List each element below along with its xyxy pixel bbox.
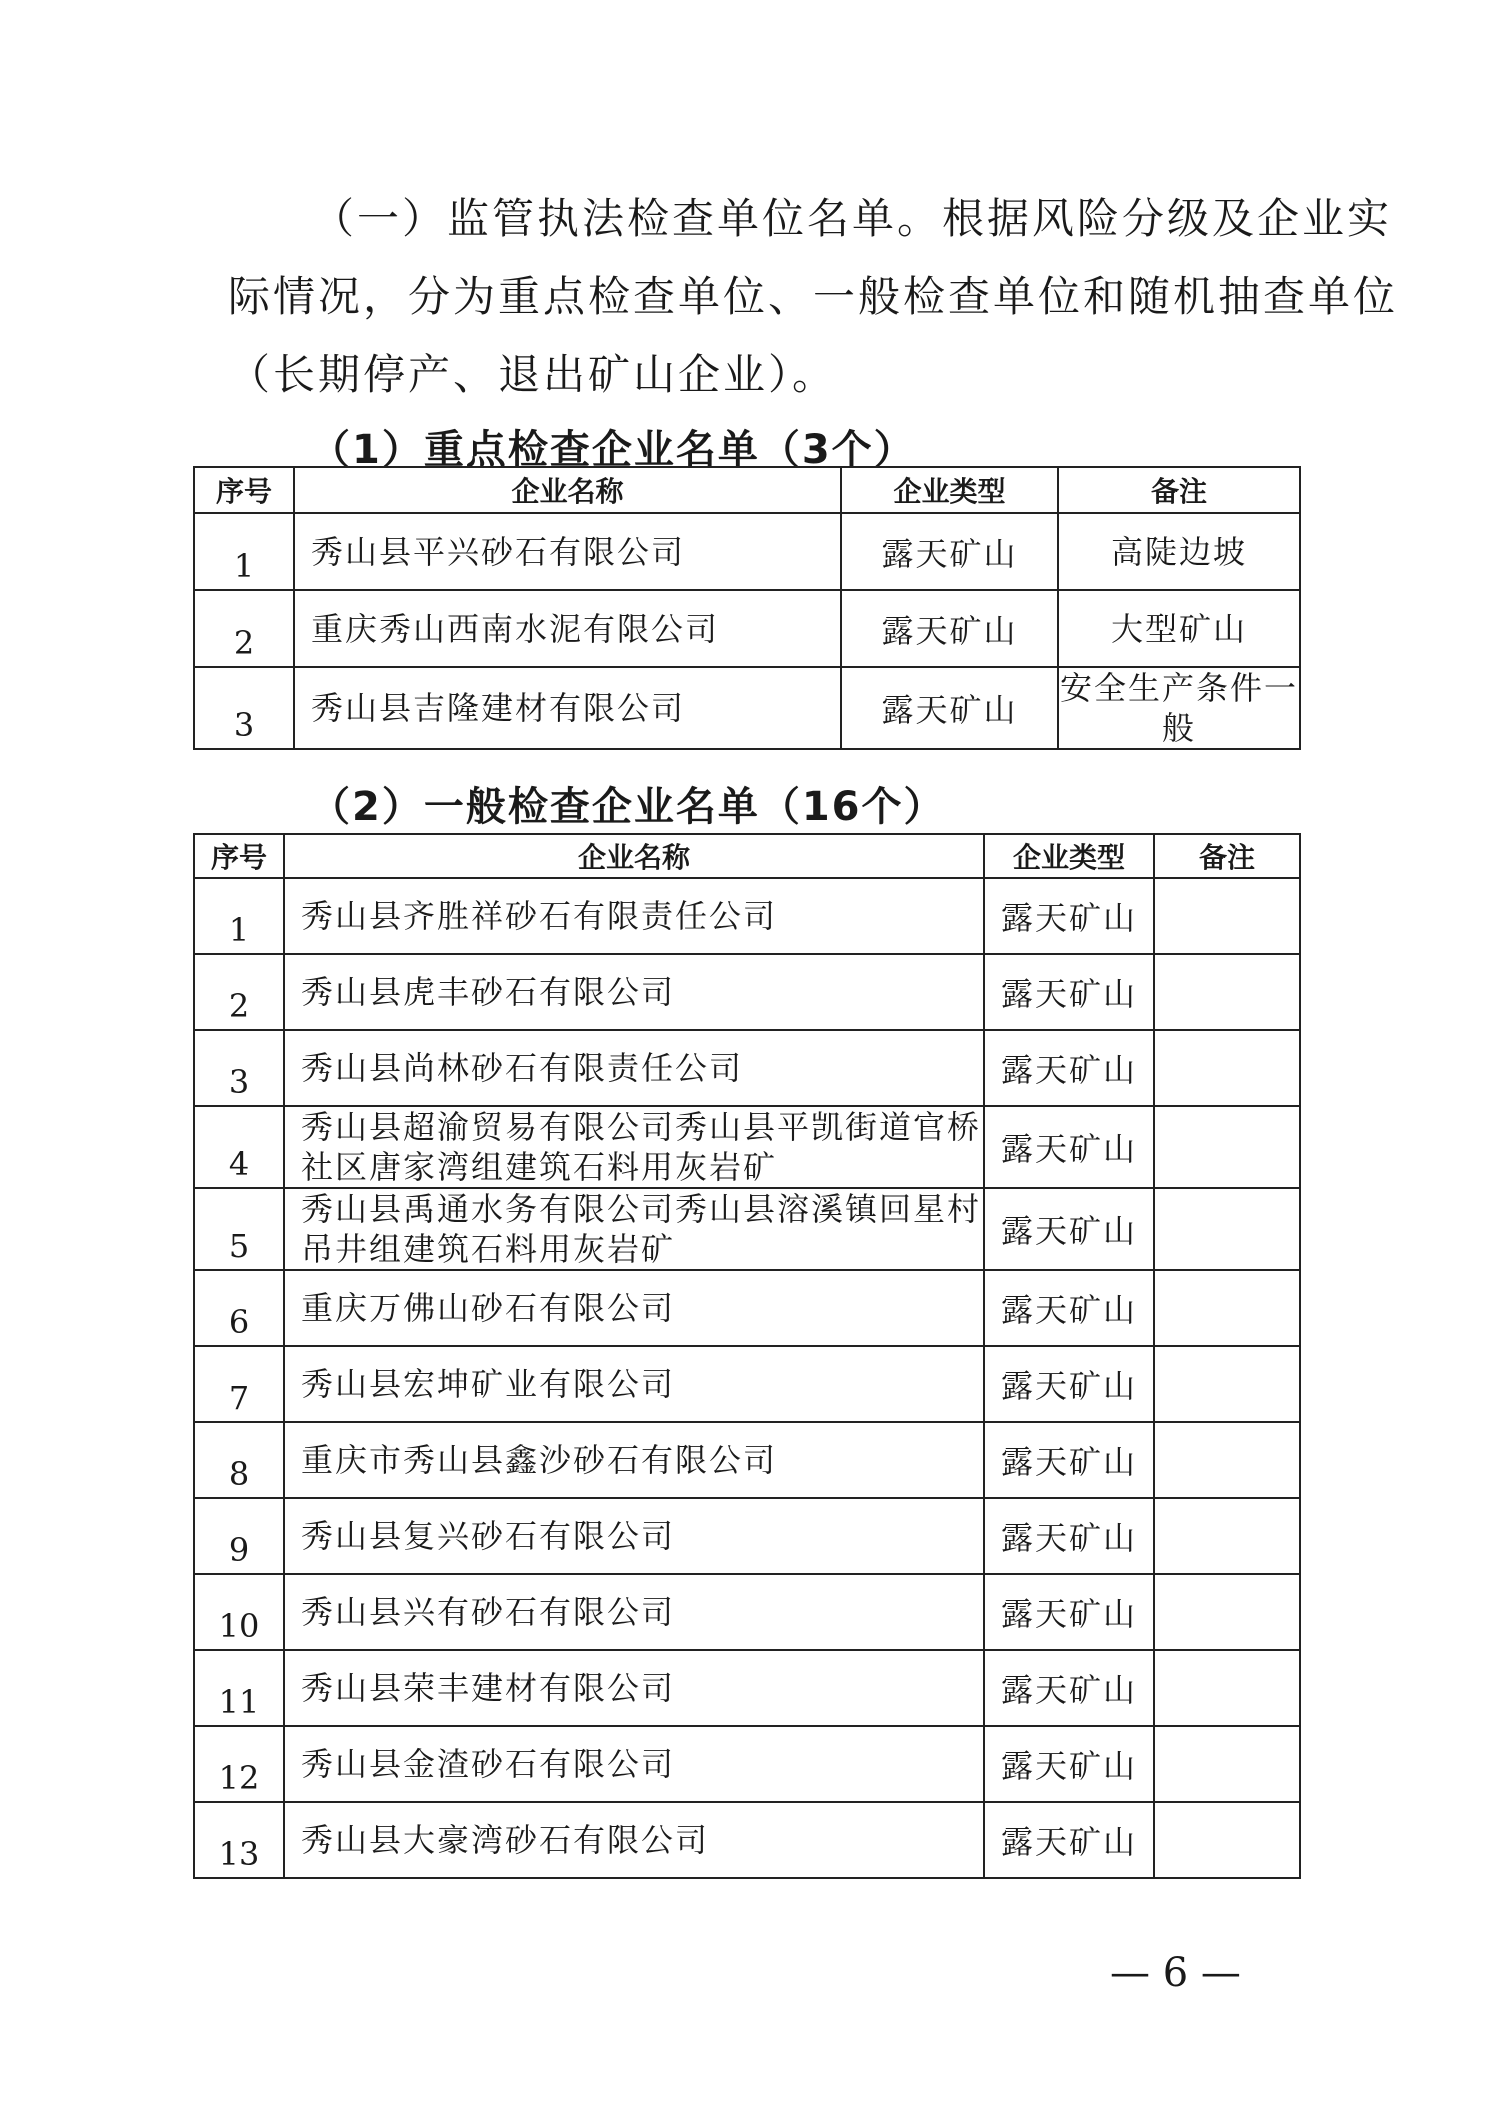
row-number: 4	[194, 1106, 284, 1188]
general-inspection-table	[193, 833, 1301, 1879]
row-number: 12	[194, 1726, 284, 1802]
company-name: 秀山县宏坤矿业有限公司	[284, 1346, 984, 1422]
company-type: 露天矿山	[984, 1422, 1154, 1498]
row-number: 9	[194, 1498, 284, 1574]
table-row	[194, 1498, 1300, 1574]
col-header-note: 备注	[1154, 834, 1300, 878]
company-name: 秀山县虎丰砂石有限公司	[284, 954, 984, 1030]
company-name: 重庆市秀山县鑫沙砂石有限公司	[284, 1422, 984, 1498]
row-note	[1154, 1188, 1300, 1270]
company-name: 重庆万佛山砂石有限公司	[284, 1270, 984, 1346]
row-note: 安全生产条件一般	[1059, 669, 1298, 747]
table-row	[194, 513, 1300, 590]
table-row	[194, 1030, 1300, 1106]
key-inspection-table	[193, 466, 1301, 750]
row-note	[1154, 1106, 1300, 1188]
row-note	[1154, 1650, 1300, 1726]
row-note	[1154, 1498, 1300, 1574]
row-number: 7	[194, 1346, 284, 1422]
company-name: 秀山县尚林砂石有限责任公司	[284, 1030, 984, 1106]
company-name: 秀山县金渣砂石有限公司	[284, 1726, 984, 1802]
row-note	[1154, 1270, 1300, 1346]
row-number: 1	[194, 513, 294, 590]
company-type: 露天矿山	[984, 1030, 1154, 1106]
section2-title: （2）一般检查企业名单（16个）	[310, 784, 946, 830]
company-name: 秀山县复兴砂石有限公司	[284, 1498, 984, 1574]
intro-line-2: 际情况，分为重点检查单位、一般检查单位和随机抽查单位	[228, 272, 1399, 321]
company-type: 露天矿山	[984, 1498, 1154, 1574]
company-type: 露天矿山	[984, 1574, 1154, 1650]
table-row	[194, 1422, 1300, 1498]
row-number: 1	[194, 878, 284, 954]
company-type: 露天矿山	[984, 954, 1154, 1030]
col-header-name: 企业名称	[284, 834, 984, 878]
intro-line-1: （一）监管执法检查单位名单。根据风险分级及企业实	[312, 194, 1393, 243]
table-row	[194, 1574, 1300, 1650]
row-number: 6	[194, 1270, 284, 1346]
col-header-note: 备注	[1058, 467, 1300, 513]
row-number: 2	[194, 590, 294, 667]
company-name: 秀山县平兴砂石有限公司	[294, 513, 841, 590]
row-note	[1154, 1574, 1300, 1650]
company-name: 秀山县禹通水务有限公司秀山县溶溪镇回星村吊井组建筑石料用灰岩矿	[284, 1188, 984, 1270]
row-number: 3	[194, 667, 294, 749]
col-header-name: 企业名称	[294, 467, 841, 513]
company-type: 露天矿山	[841, 667, 1058, 749]
row-note	[1154, 1422, 1300, 1498]
row-note	[1154, 1030, 1300, 1106]
row-note: 大型矿山	[1058, 590, 1300, 667]
company-name: 秀山县超渝贸易有限公司秀山县平凯街道官桥社区唐家湾组建筑石料用灰岩矿	[284, 1106, 984, 1188]
company-name: 秀山县吉隆建材有限公司	[294, 667, 841, 749]
table-header-row	[194, 834, 1300, 878]
company-type: 露天矿山	[984, 1106, 1154, 1188]
company-type: 露天矿山	[841, 590, 1058, 667]
company-name: 秀山县荣丰建材有限公司	[284, 1650, 984, 1726]
table-row	[194, 1726, 1300, 1802]
page-number: — 6 —	[1110, 1950, 1241, 1996]
row-note	[1154, 878, 1300, 954]
row-note	[1154, 1346, 1300, 1422]
row-number: 10	[194, 1574, 284, 1650]
company-name: 秀山县兴有砂石有限公司	[284, 1574, 984, 1650]
row-number: 2	[194, 954, 284, 1030]
company-type: 露天矿山	[841, 513, 1058, 590]
row-note	[1154, 954, 1300, 1030]
company-type: 露天矿山	[984, 1188, 1154, 1270]
table-row	[194, 954, 1300, 1030]
row-number: 5	[194, 1188, 284, 1270]
company-name: 秀山县大豪湾砂石有限公司	[284, 1802, 984, 1878]
row-note	[1154, 1726, 1300, 1802]
table-row	[194, 1188, 1300, 1270]
row-number: 11	[194, 1650, 284, 1726]
table-row	[194, 667, 1300, 749]
row-number: 13	[194, 1802, 284, 1878]
company-type: 露天矿山	[984, 1270, 1154, 1346]
table-row	[194, 878, 1300, 954]
company-type: 露天矿山	[984, 1346, 1154, 1422]
col-header-no: 序号	[194, 834, 284, 878]
row-number: 3	[194, 1030, 284, 1106]
company-type: 露天矿山	[984, 878, 1154, 954]
row-note	[1154, 1802, 1300, 1878]
table-header-row	[194, 467, 1300, 513]
intro-paragraph	[228, 180, 1399, 414]
col-header-no: 序号	[194, 467, 294, 513]
col-header-type: 企业类型	[841, 467, 1058, 513]
table-row	[194, 590, 1300, 667]
company-type: 露天矿山	[984, 1726, 1154, 1802]
company-name: 秀山县齐胜祥砂石有限责任公司	[284, 878, 984, 954]
table-row	[194, 1802, 1300, 1878]
intro-line-3: （长期停产、退出矿山企业）。	[228, 350, 838, 399]
table-row	[194, 1106, 1300, 1188]
row-number: 8	[194, 1422, 284, 1498]
table-row	[194, 1270, 1300, 1346]
table-row	[194, 1650, 1300, 1726]
col-header-type: 企业类型	[984, 834, 1154, 878]
company-type: 露天矿山	[984, 1650, 1154, 1726]
company-name: 重庆秀山西南水泥有限公司	[294, 590, 841, 667]
section1-title: （1）重点检查企业名单（3个）	[310, 427, 916, 473]
row-note: 高陡边坡	[1058, 513, 1300, 590]
table-row	[194, 1346, 1300, 1422]
company-type: 露天矿山	[984, 1802, 1154, 1878]
